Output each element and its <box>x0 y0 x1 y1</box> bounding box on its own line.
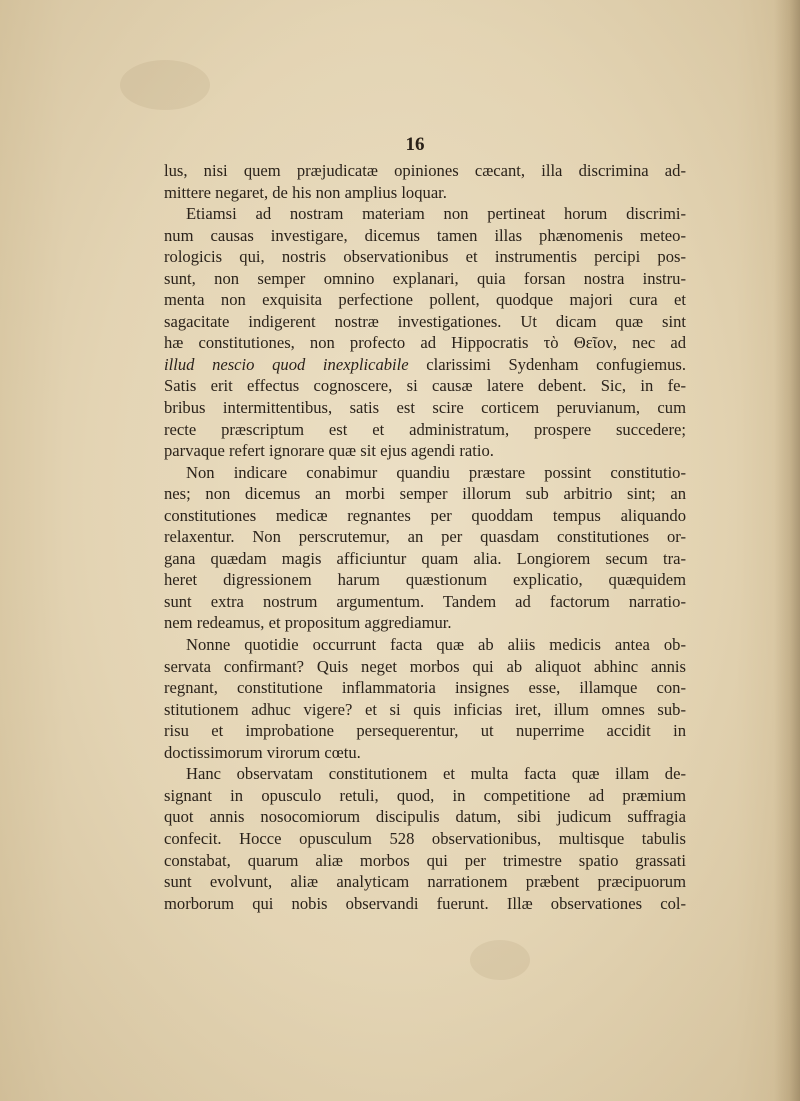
text-line: nem redeamus, et propositum aggrediamur. <box>164 613 452 633</box>
text-line: hæ constitutiones, non profecto ad Hippocratis τὸ Θεῖον, nec ad <box>164 333 686 353</box>
text-line: nes; non dicemus an morbi semper illorum sub arbitrio sint; an <box>164 484 686 504</box>
text-line: regnant, constitutione inflammatoria insignes esse, illamque con- <box>164 678 686 698</box>
text-line: gana quædam magis afficiuntur quam alia. Longiorem secum tra- <box>164 548 686 568</box>
text-line: constitutiones medicæ regnantes per quoddam tempus aliquando <box>164 505 686 525</box>
text-line: heret digressionem harum quæstionum explicatio, quæquidem <box>164 570 686 590</box>
text-line: Nonne quotidie occurrunt facta quæ ab aliis medicis antea ob- <box>186 635 686 655</box>
text-line: constabat, quarum aliæ morbos qui per trimestre spatio grassati <box>164 850 686 870</box>
text-line: rologicis qui, nostris observationibus et instrumentis percipi pos- <box>164 247 686 267</box>
text-line: sunt, non semper omnino explanari, quia forsan nostra instru- <box>164 268 686 288</box>
text-line: stitutionem adhuc vigere? et si quis inficias iret, illum omnes sub- <box>164 699 686 719</box>
body-text <box>164 160 686 914</box>
text-line: Hanc observatam constitutionem et multa facta quæ illam de- <box>186 764 686 784</box>
text-line: menta non exquisita perfectione pollent, quodque majori cura et <box>164 290 686 310</box>
text-line: risu et improbatione persequerentur, ut nuperrime accidit in <box>164 721 686 741</box>
page-edge-shadow <box>774 0 800 1101</box>
text-line: num causas investigare, dicemus tamen illas phænomenis meteo- <box>164 225 686 245</box>
text-line: doctissimorum virorum cœtu. <box>164 742 361 762</box>
text-line: bribus intermittentibus, satis est scire corticem peruvianum, cum <box>164 398 686 418</box>
paper-stain <box>470 940 530 980</box>
text-line: relaxentur. Non perscrutemur, an per quasdam constitutiones or- <box>164 527 686 547</box>
text-line: sunt evolvunt, aliæ analyticam narrationem præbent præcipuorum <box>164 872 686 892</box>
text-line: mittere negaret, de his non amplius loquar. <box>164 182 447 202</box>
page-number: 16 <box>405 134 425 155</box>
text-line-rest: clarissimi Sydenham confugiemus. <box>426 354 686 374</box>
text-line: Non indicare conabimur quandiu præstare possint constitutio- <box>186 462 686 482</box>
text-line: signant in opusculo retuli, quod, in competitione ad præmium <box>164 785 686 805</box>
paper-stain <box>120 60 210 110</box>
italic-phrase: illud nescio quod inexplicabile <box>164 354 409 374</box>
text-line: lus, nisi quem præjudicatæ opiniones cæcant, illa discrimina ad- <box>164 161 686 180</box>
text-line: quot annis nosocomiorum discipulis datum, sibi judicum suffragia <box>164 807 686 827</box>
text-line: Satis erit effectus cognoscere, si causæ latere debent. Sic, in fe- <box>164 376 686 396</box>
text-line: sagacitate indigerent nostræ investigationes. Ut dicam quæ sint <box>164 311 686 331</box>
text-line <box>164 354 686 376</box>
text-line: sunt extra nostrum argumentum. Tandem ad factorum narratio- <box>164 591 686 611</box>
text-line: morborum qui nobis observandi fuerunt. Illæ observationes col- <box>164 893 686 913</box>
text-line: confecit. Hocce opusculum 528 observationibus, multisque tabulis <box>164 828 686 848</box>
text-line: parvaque refert ignorare quæ sit ejus agendi ratio. <box>164 441 494 461</box>
text-line: servata confirmant? Quis neget morbos qui ab aliquot abhinc annis <box>164 656 686 676</box>
text-line: Etiamsi ad nostram materiam non pertineat horum discrimi- <box>186 204 686 224</box>
text-line: recte præscriptum est et administratum, prospere succedere; <box>164 419 686 439</box>
